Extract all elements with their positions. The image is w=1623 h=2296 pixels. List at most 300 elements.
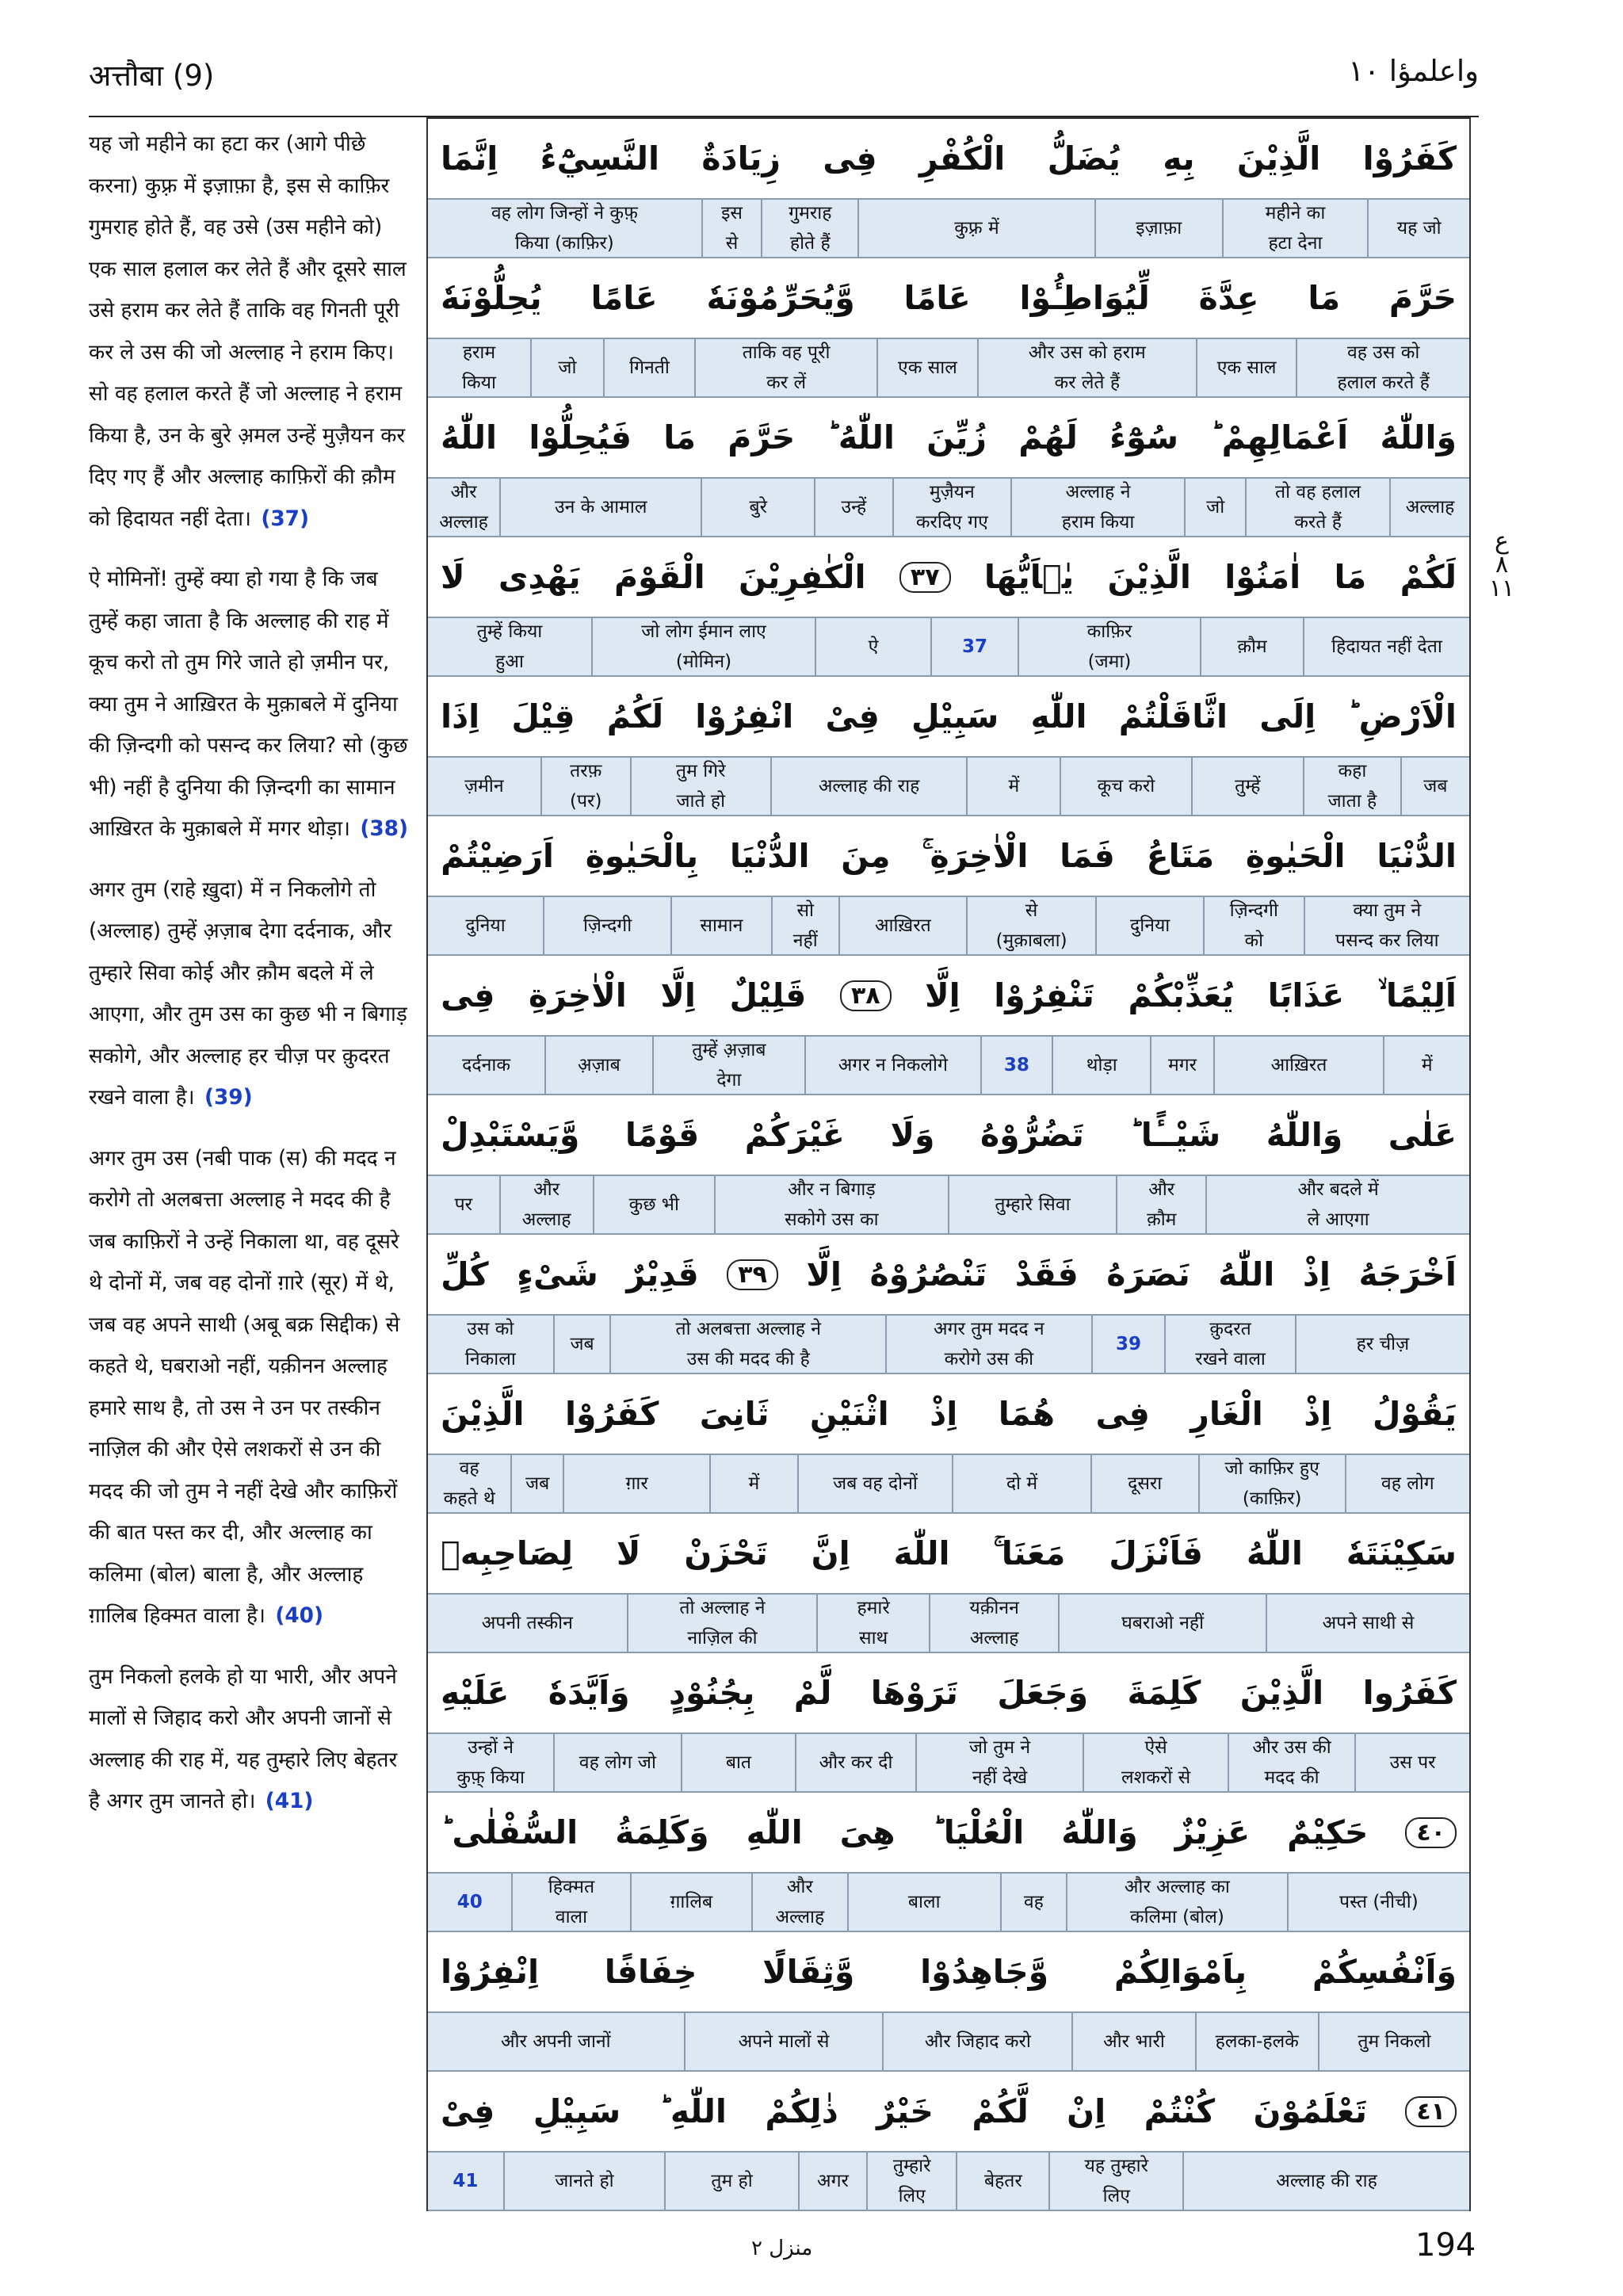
arabic-word: وَاللّٰهُ bbox=[1380, 418, 1457, 457]
translation-cell: तुम्हारे लिए bbox=[866, 2153, 956, 2210]
translation-cell: और बदले में ले आएगा bbox=[1205, 1176, 1469, 1233]
arabic-word: وَّثِقَالًا bbox=[762, 1953, 855, 1991]
translation-cell: जब वह दोनों bbox=[797, 1455, 953, 1512]
translation-cell: उन के आमाल bbox=[499, 479, 701, 536]
translation-cell: से (मुक़ाबला) bbox=[966, 897, 1095, 954]
translation-row bbox=[428, 1314, 1469, 1374]
translation-row bbox=[428, 1454, 1469, 1514]
translation-cell: और भारी bbox=[1071, 2013, 1194, 2070]
translation-cell: तुम निकलो bbox=[1318, 2013, 1469, 2070]
translation-row bbox=[428, 896, 1469, 956]
translation-cell: अपने मालों से bbox=[684, 2013, 883, 2070]
arabic-word: اَلِيْمًا ۙ bbox=[1377, 976, 1457, 1014]
arabic-word: اِلَّا bbox=[925, 976, 960, 1014]
arabic-word: وَجَعَلَ bbox=[997, 1674, 1089, 1712]
arabic-word: اللّٰهُ bbox=[1218, 1255, 1275, 1293]
translation-cell: आख़िरत bbox=[838, 897, 966, 954]
translation-cell: और कर दी bbox=[795, 1734, 915, 1791]
arabic-word: الْحَيٰوةِ bbox=[1245, 837, 1346, 875]
arabic-word: اِلَّا bbox=[660, 976, 696, 1014]
arabic-word: اثْنَيْنِ bbox=[809, 1395, 889, 1433]
arabic-word: يُضَلُّ bbox=[1047, 139, 1121, 178]
arabic-word: هُمَا bbox=[998, 1395, 1056, 1433]
arabic-word: خَيْرٌ bbox=[876, 2092, 934, 2130]
translation-cell: जो तुम ने नहीं देखे bbox=[915, 1734, 1083, 1791]
arabic-word: عَلٰى bbox=[1388, 1116, 1457, 1154]
arabic-word: لَّمْ bbox=[793, 1674, 832, 1712]
commentary-paragraph bbox=[89, 1138, 411, 1637]
translation-cell: कूच करो bbox=[1060, 758, 1190, 815]
arabic-word: سَبِيْلِ bbox=[911, 697, 999, 735]
arabic-word: عَامًا bbox=[590, 279, 658, 317]
translation-row bbox=[428, 1872, 1469, 1932]
arabic-word: اَعْمَالِهِمْ ؕ bbox=[1210, 418, 1349, 457]
arabic-word: الْكُفْرِ bbox=[918, 139, 1006, 178]
arabic-word: فِى bbox=[441, 976, 495, 1014]
translation-cell: एक साल bbox=[1196, 339, 1296, 396]
arabic-word: نَصَرَهُ bbox=[1106, 1255, 1190, 1293]
translation-cell: जो bbox=[1184, 479, 1245, 536]
translation-row bbox=[428, 1733, 1469, 1793]
arabic-word: يُحِلُّوْنَهٗ bbox=[441, 279, 542, 317]
arabic-word: قِيْلَ bbox=[511, 697, 575, 735]
commentary-text: ऐ मोमिनों! तुम्हें क्या हो गया है कि जब तुम्हें कहा जाता है कि अल्लाह की राह में कूच करो तो तुम गिरे जाते हो ज़मीन पर, क्या तुम ने आख़िरत के मुक़ाबले में दुनिया की ज़िन्दगी को पसन्द कर लिया? सो (कुछ भी) नहीं है दुनिया की ज़िन्दगी का सामान आख़िरत के मुक़ाबले में मगर थोड़ा। bbox=[89, 567, 408, 841]
arabic-word: كَفَرُوْا bbox=[1362, 139, 1457, 178]
translation-cell: ज़िन्दगी को bbox=[1203, 897, 1304, 954]
arabic-word: السُّفْلٰى ؕ bbox=[441, 1813, 579, 1851]
translation-cell: क़ौम bbox=[1200, 618, 1303, 675]
manzil-label: منزل ٢ bbox=[751, 2237, 813, 2260]
translation-cell: और अल्लाह bbox=[751, 1874, 847, 1931]
arabic-word: اِنْ bbox=[1067, 2092, 1106, 2130]
arabic-word: فِى bbox=[823, 139, 877, 178]
arabic-word: شَيْــًٔا ؕ bbox=[1129, 1116, 1221, 1154]
translation-cell: अपनी तस्कीन bbox=[481, 1613, 573, 1633]
arabic-word: اِلَى bbox=[1259, 697, 1316, 735]
arabic-word: اللّٰهُ bbox=[1246, 1534, 1303, 1572]
arabic-word: لَكُمُ bbox=[606, 697, 664, 735]
translation-cell: जब bbox=[553, 1316, 610, 1373]
translation-cell: तो वह हलाल करते हैं bbox=[1245, 479, 1389, 536]
translation-cell: में bbox=[966, 758, 1060, 815]
arabic-word: حَرَّمَ bbox=[727, 418, 796, 457]
translation-cell: अगर bbox=[798, 2153, 866, 2210]
arabic-word: حَرَّمَ bbox=[1388, 279, 1457, 317]
arabic-word: اِنَّ bbox=[811, 1534, 850, 1572]
translation-cell: बात bbox=[681, 1734, 796, 1791]
translation-cell: दो में bbox=[952, 1455, 1090, 1512]
translation-row bbox=[428, 2151, 1469, 2211]
translation-cell: हराम किया bbox=[462, 342, 496, 393]
translation-cell: उन्हों ने कुफ़् किया bbox=[456, 1737, 525, 1788]
translation-cell: अगर तुम मदद न करोगे उस की bbox=[885, 1316, 1091, 1373]
translation-cell: तुम हो bbox=[664, 2153, 798, 2210]
arabic-word: وَاللّٰهُ bbox=[1061, 1813, 1138, 1851]
verse-number-cell: 39 bbox=[1091, 1316, 1165, 1373]
translation-cell: और अल्लाह का कलिमा (बोल) bbox=[1066, 1874, 1287, 1931]
arabic-word: لَكُمْ bbox=[1400, 558, 1457, 596]
translation-cell: और न बिगाड़ सकोगे उस का bbox=[714, 1176, 948, 1233]
arabic-word: فِى bbox=[1095, 1395, 1150, 1433]
translation-row bbox=[428, 198, 1469, 258]
translation-cell: ऐ bbox=[815, 618, 930, 675]
arabic-word: فِىْ bbox=[825, 697, 880, 735]
translation-cell: हर चीज़ bbox=[1295, 1316, 1469, 1373]
arabic-word: خِفَافًا bbox=[604, 1953, 697, 1991]
arabic-word: مِنَ bbox=[841, 837, 891, 875]
translation-cell: में bbox=[709, 1455, 797, 1512]
translation-row bbox=[428, 756, 1469, 816]
ayah-end-marker: ٣٨ bbox=[840, 980, 892, 1011]
arabic-word: مَا bbox=[663, 418, 696, 457]
arabic-word: لِّيُوَاطِـُٔوْا bbox=[1019, 279, 1150, 317]
arabic-word: فَمَا bbox=[1060, 837, 1115, 875]
arabic-word: اَخْرَجَهُ bbox=[1358, 1255, 1457, 1293]
arabic-line bbox=[428, 1653, 1469, 1733]
translation-cell: मगर bbox=[1150, 1037, 1212, 1094]
translation-cell: बेहतर bbox=[956, 2153, 1048, 2210]
arabic-line bbox=[428, 2072, 1469, 2151]
translation-cell: में bbox=[1383, 1037, 1469, 1094]
arabic-line bbox=[428, 956, 1469, 1035]
translation-row bbox=[428, 617, 1469, 677]
arabic-word: الْقَوْمَ bbox=[613, 558, 705, 596]
ayah-end-marker: ٣٧ bbox=[899, 562, 951, 593]
translation-cell: तुम गिरे जाते हो bbox=[630, 758, 770, 815]
translation-cell: ज़मीन bbox=[464, 776, 504, 797]
arabic-word: يٰۤاَيُّهَا bbox=[983, 558, 1075, 596]
arabic-word: الدُّنْيَا bbox=[729, 837, 810, 875]
arabic-word: فَقَدْ bbox=[1014, 1255, 1079, 1293]
translation-cell: वह लोग जो bbox=[553, 1734, 680, 1791]
translation-cell: अगर न निकलोगे bbox=[804, 1037, 980, 1094]
arabic-word: بِاَمْوَالِكُمْ bbox=[1113, 1953, 1247, 1991]
translation-cell: वह bbox=[1000, 1874, 1066, 1931]
arabic-word: اللّٰهِ bbox=[746, 1813, 803, 1851]
arabic-word: مَتَاعُ bbox=[1146, 837, 1215, 875]
commentary-text: यह जो महीने का हटा कर (आगे पीछे करना) कुफ़्र में इज़ाफ़ा है, इस से काफ़िर गुमराह होते हैं, वह उसे (उस महीने को) एक साल हलाल कर लेते हैं और दूसरे साल उसे हराम कर लेते हैं ताकि वह गिनती पूरी कर ले उस की जो अल्लाह ने हराम किए। सो वह हलाल करते हैं जो अल्लाह ने हराम किया है, उन के बुरे अ़मल उन्हें मुज़ैयन कर दिए गए हैं और अल्लाह काफ़िरों की क़ौम को हिदायत नहीं देता। bbox=[89, 132, 407, 531]
arabic-word: اِذَا bbox=[441, 697, 480, 735]
arabic-word: وَاَيَّدَهٗ bbox=[548, 1674, 630, 1712]
arabic-word: وَّيُحَرِّمُوْنَهٗ bbox=[706, 279, 855, 317]
translation-cell: क़ुदरत रखने वाला bbox=[1164, 1316, 1295, 1373]
translation-cell: अल्लाह की राह bbox=[770, 758, 967, 815]
page-number: 194 bbox=[1415, 2227, 1476, 2264]
verse-number: (39) bbox=[204, 1086, 253, 1110]
arabic-word: اِذْ bbox=[1304, 1395, 1332, 1433]
arabic-word: تَرَوْهَا bbox=[870, 1674, 958, 1712]
commentary-paragraph bbox=[89, 124, 411, 540]
juz-title: واعلمؤا ١٠ bbox=[1348, 54, 1479, 88]
translation-cell: इज़ाफ़ा bbox=[1094, 200, 1222, 257]
arabic-word: اِنَّمَا bbox=[441, 139, 498, 178]
arabic-word: قَلِيْلٌ bbox=[729, 976, 807, 1014]
arabic-word: اِذْ bbox=[930, 1395, 958, 1433]
arabic-word: تَعْلَمُوْنَ bbox=[1253, 2092, 1367, 2130]
verse-number: (38) bbox=[360, 817, 408, 841]
arabic-word: اِلَّا bbox=[806, 1255, 842, 1293]
translation-row bbox=[428, 2011, 1469, 2072]
arabic-word: زُيِّنَ bbox=[926, 418, 987, 457]
arabic-word: قَدِيْرٌ bbox=[626, 1255, 699, 1293]
translation-cell: तो अल्लाह ने नाज़िल की bbox=[627, 1595, 817, 1652]
arabic-word: اللّٰهُ bbox=[441, 418, 498, 457]
arabic-line bbox=[428, 119, 1469, 198]
translation-cell: और उस की मदद की bbox=[1228, 1734, 1354, 1791]
arabic-word: فِىْ bbox=[441, 2092, 495, 2130]
arabic-word: الَّذِيْنَ bbox=[1239, 1674, 1324, 1712]
arabic-line bbox=[428, 1235, 1469, 1314]
arabic-word: سُوْٓءُ bbox=[1109, 418, 1179, 457]
translation-cell: गिनती bbox=[603, 339, 694, 396]
arabic-word: الْكٰفِرِيْنَ bbox=[738, 558, 866, 596]
arabic-word: فَيُحِلُّوْا bbox=[529, 418, 632, 457]
commentary-column bbox=[89, 124, 411, 2216]
arabic-word: وَكَلِمَةُ bbox=[615, 1813, 709, 1851]
translation-cell: उस पर bbox=[1354, 1734, 1469, 1791]
translation-cell: पस्त (नीची) bbox=[1287, 1874, 1469, 1931]
verse-number: (41) bbox=[265, 1790, 314, 1813]
arabic-word: عَامًا bbox=[903, 279, 971, 317]
translation-cell: सो नहीं bbox=[771, 897, 838, 954]
ayah-end-marker: ٤٠ bbox=[1405, 1817, 1457, 1848]
arabic-word: اللّٰهِ ؕ bbox=[659, 2092, 727, 2130]
arabic-line bbox=[428, 677, 1469, 756]
translation-cell: अ़ज़ाब bbox=[544, 1037, 652, 1094]
translation-cell: घबराओ नहीं bbox=[1058, 1595, 1265, 1652]
translation-cell: और अपनी जानों bbox=[500, 2031, 611, 2052]
translation-cell: वह कहते थे bbox=[443, 1458, 495, 1509]
arabic-word: سَبِيْلِ bbox=[533, 2092, 621, 2130]
arabic-word: قَوْمًا bbox=[624, 1116, 700, 1154]
arabic-line bbox=[428, 1374, 1469, 1454]
verse-number-cell: 37 bbox=[930, 618, 1018, 675]
translation-row bbox=[428, 1593, 1469, 1653]
translation-cell: बाला bbox=[847, 1874, 1000, 1931]
arabic-word: هِىَ bbox=[839, 1813, 896, 1851]
arabic-word: كَلِمَةَ bbox=[1127, 1674, 1201, 1712]
translation-cell: तुम्हें किया हुआ bbox=[476, 621, 543, 672]
arabic-word: تَحْزَنْ bbox=[684, 1534, 768, 1572]
arabic-word: عَزِيْزٌ bbox=[1174, 1813, 1251, 1851]
translation-cell: इस से bbox=[701, 200, 762, 257]
translation-cell: एक साल bbox=[876, 339, 977, 396]
arabic-word: اِنْفِرُوْا bbox=[441, 1953, 540, 1991]
arabic-word: اثَّاقَلْتُمْ bbox=[1118, 697, 1228, 735]
translation-cell: दर्दनाक bbox=[462, 1055, 510, 1075]
arabic-word: وَّجَاهِدُوْا bbox=[920, 1953, 1049, 1991]
translation-cell: जो लोग ईमान लाए (मोमिन) bbox=[591, 618, 815, 675]
translation-cell: दुनिया bbox=[1095, 897, 1203, 954]
arabic-word: الدُّنْيَا bbox=[1377, 837, 1457, 875]
arabic-word: اَرَضِيْتُمْ bbox=[441, 837, 554, 875]
arabic-word: الَّذِيْنَ bbox=[1236, 139, 1321, 178]
translation-cell: वह लोग जिन्हों ने कुफ़् किया (काफ़िर) bbox=[491, 203, 638, 254]
translation-cell: पर bbox=[454, 1194, 473, 1215]
translation-cell: यक़ीनन अल्लाह bbox=[929, 1595, 1058, 1652]
ayah-end-marker: ٤١ bbox=[1405, 2096, 1457, 2127]
verse-number-cell: 40 bbox=[456, 1892, 483, 1912]
verse-number: (37) bbox=[261, 506, 309, 531]
translation-cell: जानते हो bbox=[503, 2153, 665, 2210]
translation-cell: वह लोग bbox=[1345, 1455, 1469, 1512]
arabic-word: كَفَرُوْا bbox=[564, 1395, 659, 1433]
arabic-word: يُعَذِّبْكُمْ bbox=[1128, 976, 1235, 1014]
arabic-word: بِهِ bbox=[1163, 139, 1195, 178]
translation-cell: ग़ार bbox=[563, 1455, 709, 1512]
arabic-word: شَىْءٍ bbox=[517, 1255, 598, 1293]
arabic-word: الْاٰخِرَةِ bbox=[528, 976, 627, 1014]
verse-number-cell: 41 bbox=[453, 2171, 479, 2191]
translation-cell: तुम्हारे सिवा bbox=[948, 1176, 1116, 1233]
translation-cell: तरफ़ (पर) bbox=[540, 758, 630, 815]
arabic-word: الْغَارِ bbox=[1190, 1395, 1263, 1433]
arabic-word: عَلَيْهِ bbox=[441, 1674, 510, 1712]
commentary-text: अगर तुम उस (नबी पाक (स) की मदद न करोगे तो अलबत्ता अल्लाह ने मदद की है जब काफ़िरों ने उन्हें निकाला था, वह दूसरे थे दोनों में, जब वह दोनों ग़ारे (सूर) में थे, जब वह अपने साथी (अबू बक्र सिद्दीक) से कहते थे, घबराओ नहीं, यक़ीनन अल्लाह हमारे साथ है, तो उस ने उन पर तस्कीन नाज़िल की और ऐसे लशकरों से उन की मदद की जो तुम ने नहीं देखे और काफ़िरों की बात पस्त कर दी, और अल्लाह का कलिमा (बोल) बाला है, और अल्लाह ग़ालिब हिक्मत वाला है। bbox=[89, 1146, 400, 1628]
arabic-word: كَفَرُوا bbox=[1362, 1674, 1457, 1712]
translation-cell: हलका-हलके bbox=[1195, 2013, 1318, 2070]
arabic-word: ذٰلِكُمْ bbox=[765, 2092, 838, 2130]
translation-row bbox=[428, 1175, 1469, 1235]
arabic-word: كُلِّ bbox=[441, 1255, 489, 1293]
translation-cell: थोड़ा bbox=[1052, 1037, 1150, 1094]
commentary-text: अगर तुम (राहे ख़ुदा) में न निकलोगे तो (अल्लाह) तुम्हें अ़ज़ाब देगा दर्दनाक, और तुम्हारे सिवा कोई और क़ौम बदले में ले आएगा, और तुम उस का कुछ भी न बिगाड़ सकोगे, और अल्लाह हर चीज़ पर क़ुदरत रखने वाला है। bbox=[89, 877, 407, 1110]
arabic-word: وَّيَسْتَبْدِلْ bbox=[441, 1116, 580, 1154]
translation-cell: तो अलबत्ता अल्लाह ने उस की मदद की है bbox=[609, 1316, 885, 1373]
verse-number-cell: 38 bbox=[980, 1037, 1052, 1094]
translation-cell: आख़िरत bbox=[1213, 1037, 1384, 1094]
arabic-word: لَهُمْ bbox=[1018, 418, 1078, 457]
arabic-word: لَا bbox=[616, 1534, 641, 1572]
arabic-line bbox=[428, 1932, 1469, 2011]
translation-cell: यह तुम्हारे लिए bbox=[1048, 2153, 1182, 2210]
arabic-word: سَكِيْنَتَهٗ bbox=[1346, 1534, 1457, 1572]
translation-cell: गुमराह होते हैं bbox=[761, 200, 857, 257]
translation-cell: कुछ भी bbox=[593, 1176, 714, 1233]
arabic-word: كُنْتُمْ bbox=[1144, 2092, 1216, 2130]
translation-row bbox=[428, 477, 1469, 537]
arabic-word: اٰمَنُوْا bbox=[1224, 558, 1301, 596]
arabic-word: غَيْرَكُمْ bbox=[744, 1116, 845, 1154]
arabic-line bbox=[428, 537, 1469, 617]
translation-cell: तुम्हें bbox=[1191, 758, 1304, 815]
translation-cell: और अल्लाह bbox=[439, 482, 488, 533]
translation-cell: जब bbox=[1400, 758, 1469, 815]
arabic-word: حَكِيْمٌ bbox=[1287, 1813, 1369, 1851]
translation-cell: जब bbox=[510, 1455, 563, 1512]
arabic-word: اللّٰهِ bbox=[1030, 697, 1087, 735]
arabic-word: النَّسِيْٓءُ bbox=[540, 139, 660, 178]
arabic-line bbox=[428, 1095, 1469, 1175]
translation-cell: अल्लाह की राह bbox=[1182, 2153, 1469, 2210]
arabic-word: وَاَنْفُسِكُمْ bbox=[1312, 1953, 1457, 1991]
arabic-line bbox=[428, 816, 1469, 896]
arabic-word: مَا bbox=[1308, 279, 1341, 317]
translation-cell: बुरे bbox=[701, 479, 814, 536]
translation-cell: और जिहाद करो bbox=[882, 2013, 1071, 2070]
translation-cell: तुम्हें अ़ज़ाब देगा bbox=[652, 1037, 804, 1094]
translation-cell: मुज़ैयन करदिए गए bbox=[892, 479, 1010, 536]
translation-cell: अल्लाह ने हराम किया bbox=[1010, 479, 1184, 536]
ayah-end-marker: ٣٩ bbox=[727, 1259, 778, 1290]
arabic-word: الْاٰخِرَةِ ۚ bbox=[922, 836, 1029, 875]
translation-cell: जो काफ़िर हुए (काफ़िर) bbox=[1198, 1455, 1345, 1512]
arabic-word: لَّكُمْ bbox=[972, 2092, 1029, 2130]
arabic-word: عَذَابًا bbox=[1267, 976, 1345, 1014]
word-by-word-grid bbox=[426, 117, 1471, 2211]
translation-cell: ताकि वह पूरी कर लें bbox=[694, 339, 876, 396]
arabic-line bbox=[428, 1514, 1469, 1593]
arabic-word: لَا bbox=[441, 558, 465, 596]
translation-cell: ग़ालिब bbox=[630, 1874, 752, 1931]
arabic-word: لِصَاحِبِهٖ bbox=[441, 1534, 574, 1572]
translation-cell: हिक्मत वाला bbox=[511, 1874, 629, 1931]
translation-cell: हमारे साथ bbox=[816, 1595, 929, 1652]
translation-cell: अल्लाह bbox=[1389, 479, 1469, 536]
translation-cell: दूसरा bbox=[1090, 1455, 1198, 1512]
arabic-word: الْاَرْضِ ؕ bbox=[1347, 697, 1457, 735]
arabic-word: يَقُوْلُ bbox=[1372, 1395, 1457, 1433]
translation-cell: ऐसे लशकरों से bbox=[1083, 1734, 1228, 1791]
translation-cell: जो bbox=[530, 339, 603, 396]
translation-cell: अपने साथी से bbox=[1266, 1595, 1469, 1652]
translation-cell: उन्हें bbox=[814, 479, 892, 536]
arabic-word: اِذْ bbox=[1302, 1255, 1331, 1293]
commentary-text: तुम निकलो हलके हो या भारी, और अपने मालों से जिहाद करो और अपनी जानों से अल्लाह की राह में, यह तुम्हारे लिए बेहतर है अगर तुम जानते हो। bbox=[89, 1664, 398, 1813]
arabic-word: اللّٰهُ ؕ bbox=[827, 418, 895, 457]
translation-cell: कुफ़्र में bbox=[857, 200, 1094, 257]
translation-cell: क्या तुम ने पसन्द कर लिया bbox=[1304, 897, 1469, 954]
translation-cell: कहा जाता है bbox=[1303, 758, 1400, 815]
translation-row bbox=[428, 1035, 1469, 1095]
arabic-word: مَعَنَا ۚ bbox=[993, 1534, 1066, 1572]
translation-cell: ज़िन्दगी bbox=[543, 897, 670, 954]
translation-cell: सामान bbox=[670, 897, 771, 954]
arabic-word: تَنْصُرُوْهُ bbox=[869, 1255, 987, 1293]
commentary-paragraph bbox=[89, 869, 411, 1119]
arabic-word: زِيَادَةٌ bbox=[701, 139, 781, 178]
commentary-paragraph bbox=[89, 559, 411, 850]
translation-cell: यह जो bbox=[1367, 200, 1469, 257]
translation-row bbox=[428, 338, 1469, 398]
arabic-word: اللّٰهَ bbox=[893, 1534, 950, 1572]
commentary-paragraph bbox=[89, 1656, 411, 1823]
surah-title: अत्तौबा (9) bbox=[89, 59, 215, 93]
arabic-line bbox=[428, 398, 1469, 477]
arabic-word: الَّذِيْنَ bbox=[1107, 558, 1191, 596]
verse-number: (40) bbox=[275, 1604, 323, 1628]
arabic-word: الْعُلْيَا ؕ bbox=[932, 1813, 1025, 1851]
arabic-word: وَاللّٰهُ bbox=[1266, 1116, 1343, 1154]
arabic-word: انْفِرُوْا bbox=[695, 697, 794, 735]
arabic-line bbox=[428, 258, 1469, 338]
arabic-word: مَا bbox=[1334, 558, 1367, 596]
translation-cell: और अल्लाह bbox=[499, 1176, 593, 1233]
ruku-mark: ع ٨ ١١ bbox=[1488, 527, 1515, 602]
arabic-word: ثَانِىَ bbox=[699, 1395, 769, 1433]
translation-cell: और क़ौम bbox=[1116, 1176, 1205, 1233]
arabic-word: بِالْحَيٰوةِ bbox=[585, 837, 699, 875]
translation-cell: और उस को हराम कर लेते हैं bbox=[977, 339, 1196, 396]
translation-cell: हिदायत नहीं देता bbox=[1303, 618, 1469, 675]
arabic-word: الَّذِيْنَ bbox=[441, 1395, 525, 1433]
arabic-line bbox=[428, 1793, 1469, 1872]
arabic-word: وَلَا bbox=[890, 1116, 935, 1154]
translation-cell: महीने का हटा देना bbox=[1222, 200, 1368, 257]
translation-cell: दुनिया bbox=[465, 915, 506, 936]
arabic-word: فَاَنْزَلَ bbox=[1109, 1534, 1203, 1572]
arabic-word: عِدَّةَ bbox=[1198, 279, 1259, 317]
